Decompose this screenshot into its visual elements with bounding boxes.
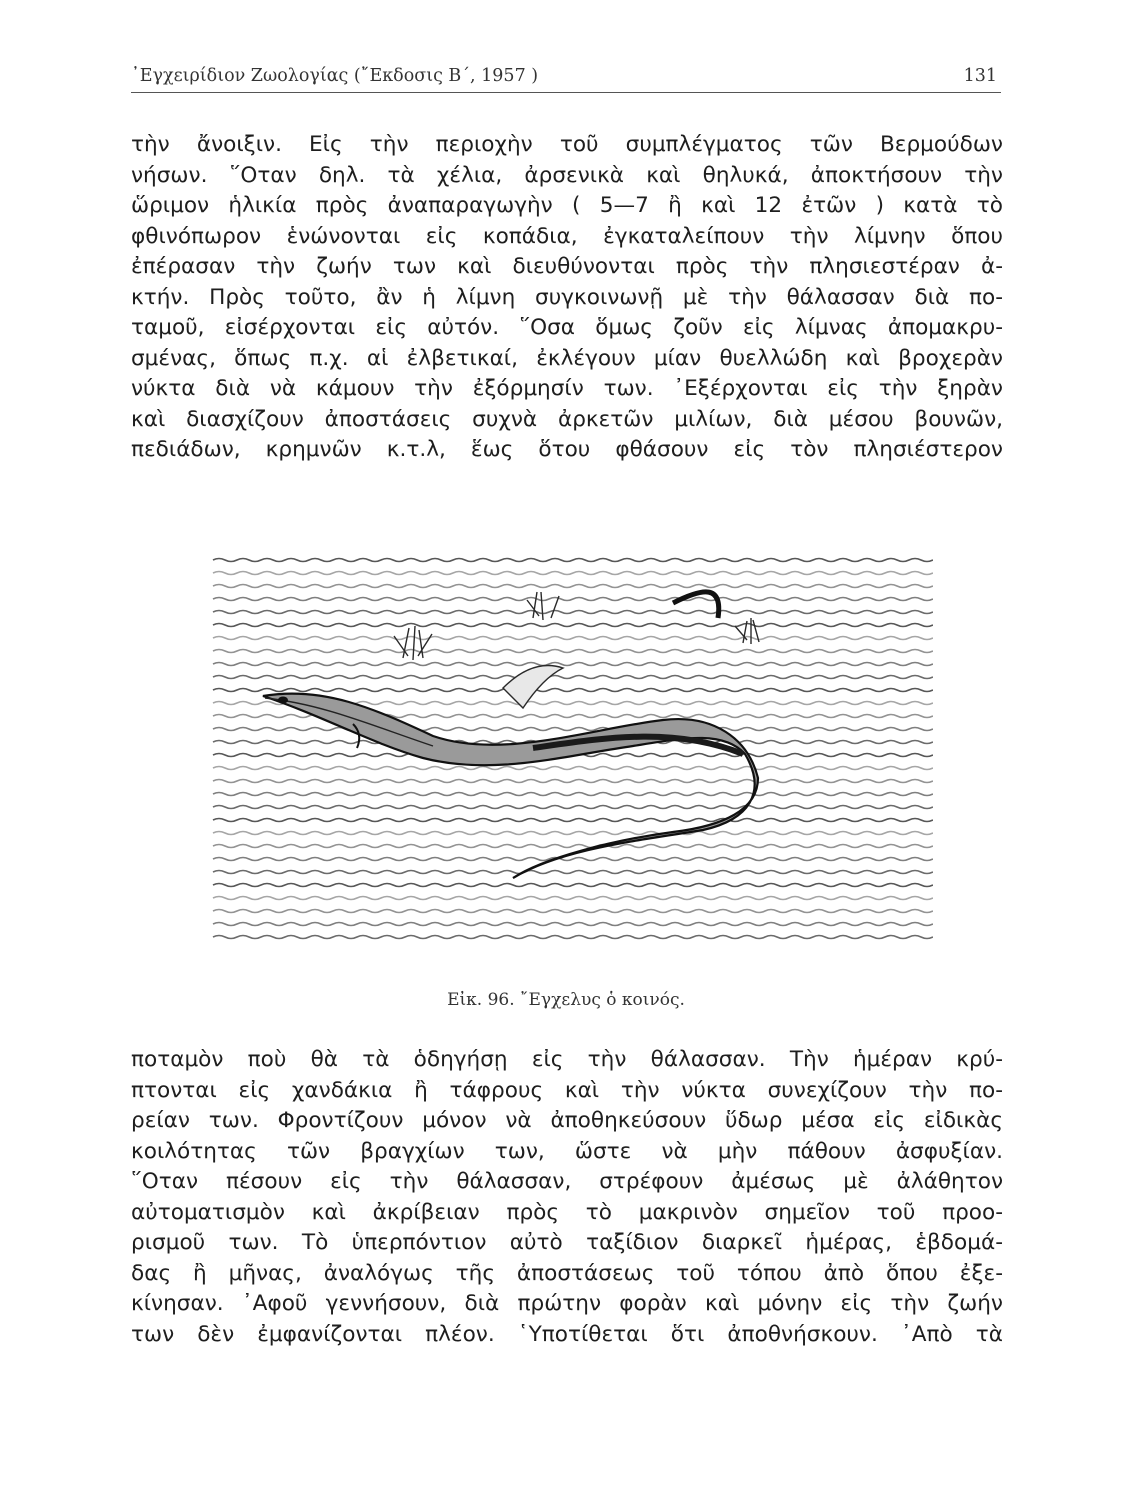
wave-line bbox=[213, 585, 933, 588]
wave-line bbox=[213, 637, 933, 640]
running-header bbox=[131, 62, 1001, 93]
wave-line bbox=[213, 780, 933, 783]
wave-line bbox=[213, 806, 933, 809]
paragraph-top bbox=[131, 130, 1003, 466]
text-line: ἐπέρασαν τὴν ζωήν των καὶ διευθύνονται πρὸς τὴν πλησιεστέραν ἀ- bbox=[131, 254, 1003, 279]
wave-line bbox=[213, 858, 933, 861]
text-line: ρείαν των. Φροντίζουν μόνον νὰ ἀποθηκεύσουν ὕδωρ μέσα εἰς εἰδικὰς bbox=[131, 1108, 1003, 1133]
wave-line bbox=[213, 663, 933, 666]
eel-icon bbox=[263, 592, 758, 878]
wave-line bbox=[213, 910, 933, 913]
wave-line bbox=[213, 624, 933, 627]
text-line: αὐτοματισμὸν καὶ ἀκρίβειαν πρὸς τὸ μακρινὸν σημεῖον τοῦ προο- bbox=[131, 1199, 1003, 1225]
text-line: ρισμοῦ των. Τὸ ὑπερπόντιον αὐτὸ ταξίδιον διαρκεῖ ἡμέρας, ἑβδομά- bbox=[131, 1230, 1003, 1255]
eel-illustration bbox=[203, 548, 933, 958]
text-line: κτήν. Πρὸς τοῦτο, ἂν ἡ λίμνη συγκοινωνῇ μὲ τὴν θάλασσαν διὰ πο- bbox=[131, 284, 1003, 310]
wave-line bbox=[213, 897, 933, 900]
wave-line bbox=[213, 650, 933, 653]
text-line: πεδιάδων, κρημνῶν κ.τ.λ, ἕως ὅτου φθάσουν εἰς τὸν πλησιέστερον bbox=[131, 437, 1003, 462]
wave-line bbox=[213, 598, 933, 601]
paragraph-bottom bbox=[131, 1045, 1003, 1350]
text-line: σμένας, ὅπως π.χ. αἱ ἐλβετικαί, ἐκλέγουν μίαν θυελλώδη καὶ βροχερὰν bbox=[131, 345, 1003, 371]
text-line: ταμοῦ, εἰσέρχονται εἰς αὐτόν. ῞Οσα ὅμως ζοῦν εἰς λίμνας ἀπομακρυ- bbox=[131, 315, 1003, 340]
text-line: νύκτα διὰ νὰ κάμουν τὴν ἐξόρμησίν των. ᾽Εξέρχονται εἰς τὴν ξηρὰν bbox=[131, 376, 1003, 401]
wave-line bbox=[213, 871, 933, 874]
wave-line bbox=[213, 689, 933, 692]
wave-line bbox=[213, 728, 933, 731]
text-line: δας ἢ μῆνας, ἀναλόγως τῆς ἀποστάσεως τοῦ τόπου ἀπὸ ὅπου ἐξε- bbox=[131, 1260, 1003, 1286]
header-book-title: ᾽Εγχειρίδιον Ζωολογίας (῎Εκδοσις Β΄, 1957 ) bbox=[131, 66, 539, 86]
wave-line bbox=[213, 572, 933, 575]
figure-caption: Εἰκ. 96. ῎Εγχελυς ὁ κοινός. bbox=[447, 990, 685, 1010]
wave-line bbox=[213, 676, 933, 679]
text-line: των δὲν ἐμφανίζονται πλέον. ῾Υποτίθεται ὅτι ἀποθνήσκουν. ᾽Απὸ τὰ bbox=[131, 1321, 1003, 1347]
page-number: 131 bbox=[963, 66, 997, 86]
wave-line bbox=[213, 845, 933, 848]
wave-line bbox=[213, 884, 933, 887]
wave-line bbox=[213, 559, 933, 562]
text-line: κοιλότητας τῶν βραγχίων των, ὥστε νὰ μὴν πάθουν ἀσφυξίαν. bbox=[131, 1138, 1003, 1164]
text-line: φθινόπωρον ἑνώνονται εἰς κοπάδια, ἐγκαταλείπουν τὴν λίμνην ὅπου bbox=[131, 223, 1003, 249]
wave-line bbox=[213, 611, 933, 614]
wave-line bbox=[213, 936, 933, 939]
text-line: πτονται εἰς χανδάκια ἢ τάφρους καὶ τὴν νύκτα συνεχίζουν τὴν πο- bbox=[131, 1077, 1003, 1103]
text-line: νήσων. ῞Οταν δηλ. τὰ χέλια, ἀρσενικὰ καὶ θηλυκά, ἀποκτήσουν τὴν bbox=[131, 162, 1003, 188]
wave-line bbox=[213, 923, 933, 926]
wave-line bbox=[213, 793, 933, 796]
wave-line bbox=[213, 767, 933, 770]
text-line: ῞Οταν πέσουν εἰς τὴν θάλασσαν, στρέφουν ἀμέσως μὲ ἀλάθητον bbox=[131, 1169, 1003, 1194]
text-line: ὥριμον ἡλικία πρὸς ἀναπαραγωγὴν ( 5—7 ἢ καὶ 12 ἐτῶν ) κατὰ τὸ bbox=[131, 193, 1003, 218]
text-line: καὶ διασχίζουν ἀποστάσεις συχνὰ ἀρκετῶν μιλίων, διὰ μέσου βουνῶν, bbox=[131, 406, 1003, 432]
wave-line bbox=[213, 819, 933, 822]
text-line: κίνησαν. ᾽Αφοῦ γεννήσουν, διὰ πρώτην φορὰν καὶ μόνην εἰς τὴν ζωήν bbox=[131, 1291, 1003, 1316]
wave-line bbox=[213, 832, 933, 835]
text-line: τὴν ἄνοιξιν. Εἰς τὴν περιοχὴν τοῦ συμπλέγματος τῶν Βερμούδων bbox=[131, 132, 1003, 157]
text-line: ποταμὸν ποὺ θὰ τὰ ὁδηγήσῃ εἰς τὴν θάλασσαν. Τὴν ἡμέραν κρύ- bbox=[131, 1047, 1003, 1072]
